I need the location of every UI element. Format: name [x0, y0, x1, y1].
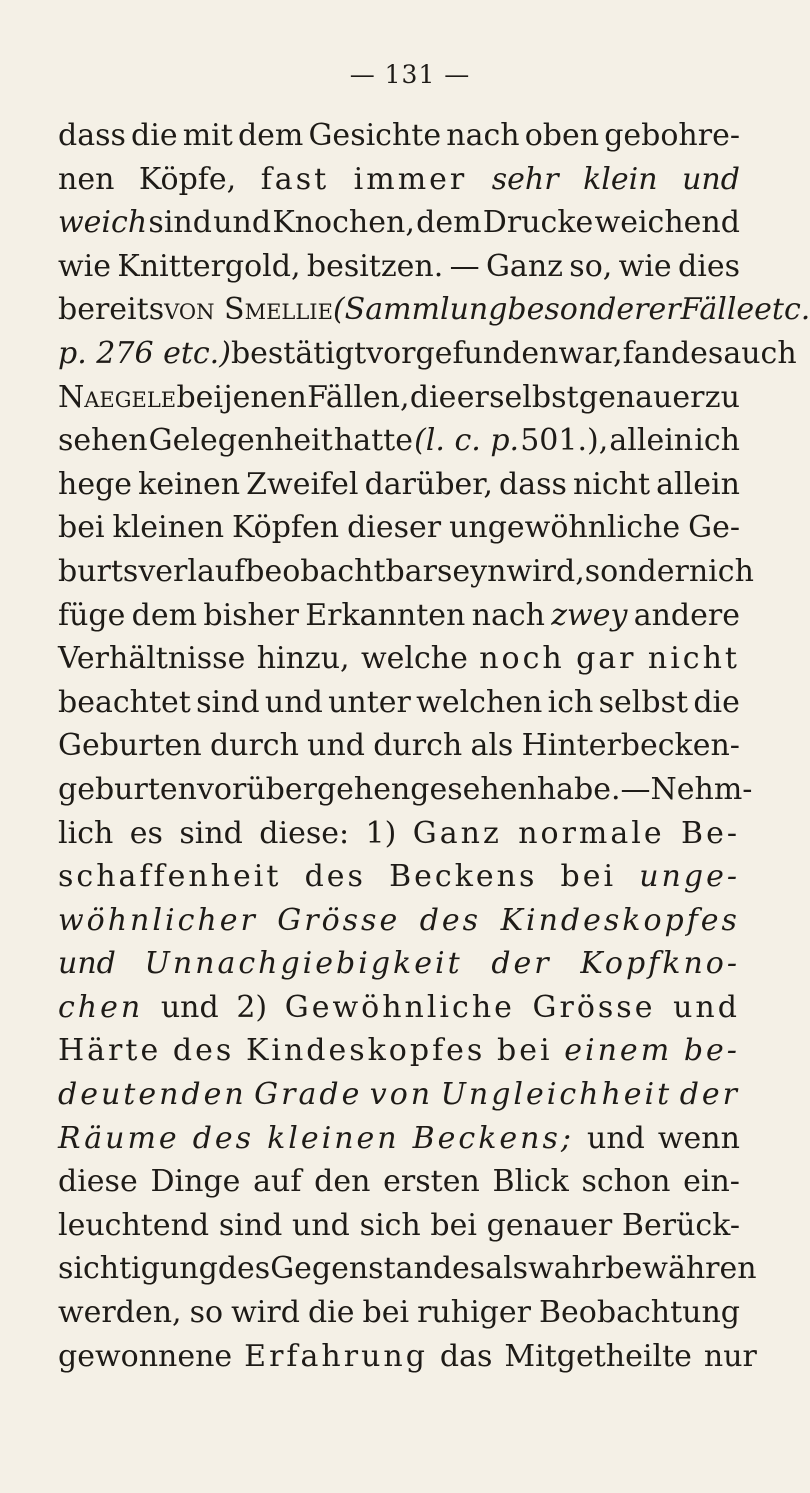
text-line — [58, 419, 740, 463]
word: bei — [362, 1295, 410, 1331]
text-line — [58, 1204, 740, 1248]
word: bestätigt — [230, 335, 367, 371]
word: war, — [558, 335, 623, 371]
word: selbst — [489, 379, 579, 415]
text-line — [58, 637, 740, 681]
word: bisher — [203, 597, 299, 633]
word: die — [409, 379, 457, 415]
word: schon — [581, 1164, 671, 1200]
word: seyn — [436, 553, 507, 589]
text-line — [58, 1335, 757, 1379]
word: (l. c. p. — [414, 423, 520, 459]
word: gebohre- — [604, 118, 740, 153]
word: Grade — [254, 1077, 363, 1113]
word: — — [620, 771, 651, 807]
word: gesehen — [410, 771, 537, 807]
word: sondern — [584, 553, 709, 589]
word: und — [307, 728, 366, 764]
word: genauer — [578, 379, 705, 415]
text-line — [58, 899, 740, 943]
word: mit — [182, 118, 233, 153]
word: Zweifel — [246, 466, 359, 502]
word: habe. — [536, 771, 621, 807]
word: des — [419, 902, 482, 938]
word: welche — [360, 641, 468, 677]
word: weich — [58, 205, 148, 241]
word: und — [213, 205, 272, 241]
word: allein — [656, 466, 740, 502]
word: jenen — [223, 379, 307, 415]
text-line — [58, 855, 740, 899]
word: nach — [471, 597, 545, 633]
word: unge- — [639, 859, 740, 895]
text-line — [58, 986, 740, 1030]
word: und — [292, 1207, 350, 1243]
word: beobachtbar — [245, 553, 437, 589]
word: ich — [547, 684, 594, 720]
word: Gewöhnliche — [284, 989, 515, 1025]
word: dem — [131, 597, 198, 633]
word: des — [217, 1251, 271, 1287]
text-line — [58, 724, 740, 768]
word: des — [192, 1120, 255, 1156]
text-line — [58, 114, 740, 158]
word: oben — [524, 118, 600, 153]
word: 501.), — [520, 423, 609, 459]
page-number: — 131 — — [349, 60, 471, 89]
word: Berück- — [621, 1207, 740, 1243]
word: Räume — [58, 1120, 180, 1156]
word: bei — [176, 379, 223, 415]
text-line — [58, 1247, 757, 1291]
word: ich — [708, 553, 754, 589]
word: sich — [359, 1207, 421, 1243]
word: Gelegenheit — [148, 423, 333, 459]
word: immer — [353, 161, 468, 197]
word: burtsverlauf — [58, 553, 246, 589]
word: bei — [58, 510, 105, 546]
word: Be- — [681, 815, 740, 851]
word: gewonnene — [58, 1338, 233, 1374]
word: ein- — [683, 1164, 740, 1200]
word: lich — [58, 815, 114, 851]
word: Kindeskopfes — [500, 902, 740, 938]
word: bei — [560, 859, 617, 895]
word: Dinge — [150, 1164, 241, 1200]
text-line — [58, 1291, 740, 1335]
word: fand — [622, 335, 691, 371]
text-line — [58, 158, 740, 202]
word: beachtet — [58, 684, 191, 720]
word: dem — [416, 205, 482, 241]
text-line — [58, 1029, 740, 1073]
word: Köpfen — [232, 510, 340, 546]
word: wenn — [657, 1120, 740, 1156]
word: Erkannten — [305, 597, 466, 633]
word: Geburten — [58, 728, 202, 764]
text-line — [58, 245, 740, 289]
word: keinen — [138, 466, 241, 502]
word: hinzu, — [256, 641, 350, 677]
word: etc. — [754, 292, 810, 328]
word: gar — [576, 641, 637, 677]
word: bei — [430, 1207, 477, 1243]
word: das — [439, 1338, 493, 1374]
text-line — [58, 288, 810, 332]
word: — — [449, 248, 480, 284]
word: besitzen. — [306, 248, 444, 284]
word: des — [172, 1033, 235, 1069]
word: ich — [694, 423, 740, 459]
word: durch — [373, 728, 463, 764]
text-line — [58, 1073, 740, 1117]
word: welchen — [416, 684, 543, 720]
word: einem — [564, 1033, 673, 1069]
word: 1) — [365, 815, 397, 851]
word: be- — [683, 1033, 740, 1069]
word: Fälle — [680, 292, 755, 328]
word: der — [679, 1077, 740, 1113]
word: sind — [218, 1207, 283, 1243]
text-line — [58, 681, 740, 725]
word: Beobachtung — [539, 1295, 740, 1331]
word: wöhnlicher — [58, 902, 258, 938]
word: die — [693, 684, 740, 720]
word: die — [131, 118, 178, 153]
word: wahr — [528, 1251, 606, 1287]
word: nicht — [647, 641, 740, 677]
word: Knochen, — [272, 205, 415, 241]
word: und — [682, 161, 740, 197]
word: und — [58, 946, 116, 982]
word: chen — [58, 989, 144, 1025]
word: Grösse — [532, 989, 656, 1025]
word: wird, — [506, 553, 585, 589]
word: bewähren — [605, 1251, 757, 1287]
word: Mitgetheilte — [504, 1338, 692, 1374]
word: von Smellie — [164, 292, 333, 328]
word: des — [304, 859, 366, 895]
text-line — [58, 1117, 740, 1161]
word: Kopfkno- — [580, 946, 740, 982]
word: füge — [58, 597, 126, 633]
word: geburten — [58, 771, 197, 807]
word: vorgefunden — [366, 335, 559, 371]
word: er — [456, 379, 489, 415]
word: der — [491, 946, 552, 982]
text-line — [58, 550, 754, 594]
word: ruhiger — [417, 1295, 531, 1331]
word: Ungleichheit — [440, 1077, 673, 1113]
word: auch — [723, 335, 797, 371]
word: unter — [328, 684, 411, 720]
word: andere — [633, 597, 740, 633]
word: es — [690, 335, 724, 371]
word: nicht — [572, 466, 651, 502]
word: bereits — [58, 292, 165, 328]
word: hege — [58, 466, 133, 502]
text-line — [58, 506, 740, 550]
word: darüber, — [364, 466, 493, 502]
word: bei — [497, 1033, 553, 1069]
text-line — [58, 1160, 740, 1204]
word: von — [369, 1077, 434, 1113]
word: klein — [583, 161, 658, 197]
word: sehen — [58, 423, 148, 459]
word: nach — [446, 118, 520, 153]
word: es — [129, 815, 163, 851]
word: Gesichte — [308, 118, 442, 153]
word: so — [189, 1295, 224, 1331]
word: Verhältnisse — [58, 641, 246, 677]
word: wie — [58, 248, 112, 284]
word: Drucke — [482, 205, 594, 241]
word: Härte — [58, 1033, 162, 1069]
word: Blick — [492, 1164, 569, 1200]
word: Gegenstandes — [270, 1251, 486, 1287]
word: selbst — [598, 684, 689, 720]
word: Beckens — [389, 859, 538, 895]
body-text — [58, 114, 810, 1378]
word: p. 276 etc.) — [58, 335, 231, 371]
word: sind — [196, 684, 260, 720]
word: wie — [618, 248, 672, 284]
word: diese — [58, 1164, 138, 1200]
word: als — [470, 728, 514, 764]
word: Grösse — [277, 902, 401, 938]
word: Knittergold, — [117, 248, 301, 284]
word: allein — [609, 423, 694, 459]
word: Nehm- — [650, 771, 753, 807]
word: diese: — [259, 815, 350, 851]
word: Unnachgiebigkeit — [144, 946, 463, 982]
word: deutenden — [58, 1077, 247, 1113]
word: kleinen — [112, 510, 225, 546]
word: weichend — [594, 205, 740, 241]
word: Ge- — [688, 510, 740, 546]
text-line — [58, 332, 797, 376]
word: so, — [569, 248, 613, 284]
word: und — [673, 989, 740, 1025]
word: dass — [498, 466, 567, 502]
word: noch — [479, 641, 565, 677]
word: und — [160, 989, 219, 1025]
word: werden, — [58, 1295, 182, 1331]
word: sichtigung — [58, 1251, 218, 1287]
word: besonderer — [507, 292, 681, 328]
word: auf — [253, 1164, 302, 1200]
word: zu — [704, 379, 740, 415]
word: normale — [518, 815, 665, 851]
word: Kindeskopfes — [245, 1033, 486, 1069]
word: nen — [58, 161, 115, 197]
text-line — [58, 942, 740, 986]
word: ungewöhnliche — [449, 510, 681, 546]
word: die — [307, 1295, 355, 1331]
word: Ganz — [412, 815, 502, 851]
word: (Sammlung — [332, 292, 508, 328]
word: vorübergehen — [196, 771, 411, 807]
word: hatte — [333, 423, 413, 459]
word: Ganz — [485, 248, 563, 284]
word: und — [264, 684, 323, 720]
word: dieser — [347, 510, 442, 546]
word: durch — [209, 728, 299, 764]
word: sehr — [491, 161, 559, 197]
word: den — [314, 1164, 371, 1200]
word: dass — [58, 118, 126, 153]
word: als — [485, 1251, 529, 1287]
word: kleinen — [267, 1120, 400, 1156]
word: schaffenheit — [58, 859, 282, 895]
text-line — [58, 376, 740, 420]
word: Fällen, — [307, 379, 410, 415]
word: fast — [260, 161, 330, 197]
word: nur — [703, 1338, 757, 1374]
text-line — [58, 463, 740, 507]
word: dem — [237, 118, 304, 153]
word: und — [587, 1120, 645, 1156]
word: Erfahrung — [244, 1338, 428, 1374]
word: Naegele — [58, 379, 177, 415]
word: Köpfe, — [138, 161, 237, 197]
word: Beckens; — [412, 1120, 574, 1156]
word: wird — [231, 1295, 300, 1331]
word: zwey — [551, 597, 628, 633]
text-line — [58, 768, 753, 812]
word: ersten — [383, 1164, 480, 1200]
word: Hinterbecken- — [521, 728, 740, 764]
word: sind — [179, 815, 243, 851]
text-line — [58, 201, 740, 245]
word: genauer — [486, 1207, 613, 1243]
word: 2) — [236, 989, 268, 1025]
text-line — [58, 594, 740, 638]
word: dies — [678, 248, 740, 284]
word: leuchtend — [58, 1207, 210, 1243]
text-line — [58, 812, 740, 856]
word: sind — [148, 205, 212, 241]
